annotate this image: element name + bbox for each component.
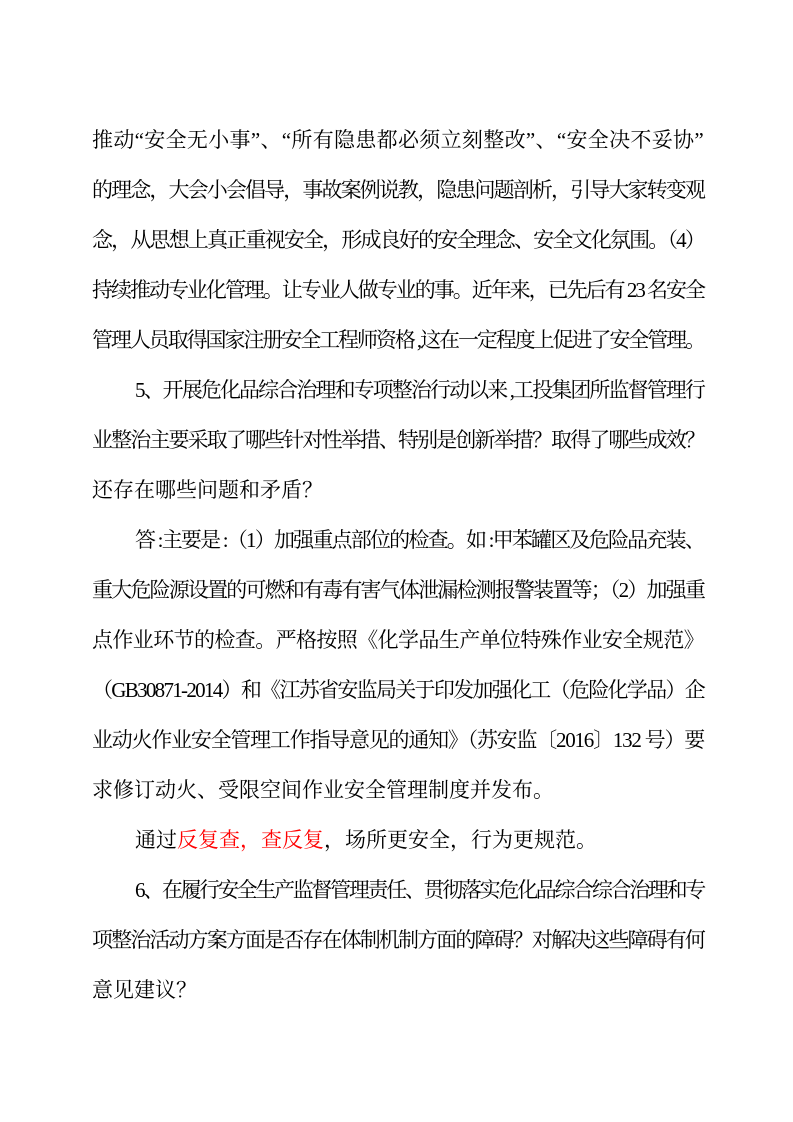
text-line <box>92 665 704 715</box>
text-segment: 的理念，大会小会倡导，事故案例说教，隐患问题剖析，引导大家转变观 <box>92 178 704 202</box>
text-line-content <box>92 178 704 202</box>
text-segment: 推动“安全无小事”、“所有隐患都必须立刻整改”、“安全决不妥协” <box>92 128 704 152</box>
text-line <box>92 815 704 865</box>
text-line <box>92 965 704 1015</box>
text-line <box>92 515 704 565</box>
text-segment: 5、开展危化品综合治理和专项整治行动以来 ,工投集团所监督管理行 <box>135 378 704 402</box>
text-line-content <box>135 828 597 852</box>
document-body <box>92 115 704 1015</box>
text-line <box>92 215 704 265</box>
text-line-content <box>92 328 704 352</box>
text-segment: 通过 <box>135 828 177 852</box>
text-segment: 业动火作业安全管理工作指导意见的通知》（苏安监〔2016〕132 号）要 <box>92 728 704 752</box>
text-line-content <box>92 678 704 702</box>
paragraph-answer-5 <box>92 515 704 815</box>
text-line <box>92 265 704 315</box>
text-line <box>92 565 704 615</box>
text-line-content <box>92 278 704 302</box>
text-line-content <box>135 378 704 402</box>
text-line <box>92 765 704 815</box>
text-segment: ，场所更安全，行为更规范。 <box>324 828 597 852</box>
text-line <box>92 615 704 665</box>
text-line <box>92 365 704 415</box>
text-segment: （GB30871-2014）和《江苏省安监局关于印发加强化工（危险化学品）企 <box>92 678 704 702</box>
text-segment: 重大危险源设置的可燃和有毒有害气体泄漏检测报警装置等；（2）加强重 <box>92 578 704 602</box>
text-segment: 6、在履行安全生产监督管理责任、贯彻落实危化品综合综合治理和专 <box>135 878 704 902</box>
text-segment: 业整治主要采取了哪些针对性举措、特别是创新举措？取得了哪些成效？ <box>92 428 704 452</box>
paragraph-question-5 <box>92 365 704 515</box>
text-line-content <box>92 128 704 152</box>
text-line-content <box>92 578 704 602</box>
text-line-content <box>92 778 554 802</box>
text-line <box>92 915 704 965</box>
text-line-content <box>92 628 704 652</box>
text-line <box>92 865 704 915</box>
text-line <box>92 115 704 165</box>
text-segment: 点作业环节的检查。严格按照《化学品生产单位特殊作业安全规范》 <box>92 628 704 652</box>
text-line <box>92 415 704 465</box>
text-line-content <box>135 878 704 902</box>
text-line-content <box>92 478 323 502</box>
paragraph-continued-paragraph <box>92 115 704 365</box>
text-segment: 还存在哪些问题和矛盾？ <box>92 478 323 502</box>
text-line-content <box>92 978 197 1002</box>
paragraph-summary-line <box>92 815 704 865</box>
text-line-content <box>135 528 704 552</box>
text-line <box>92 715 704 765</box>
text-segment: 持续推动专业化管理。让专业人做专业的事。近年来，已先后有 23 名安全 <box>92 278 704 302</box>
text-segment: 求修订动火、受限空间作业安全管理制度并发布。 <box>92 778 554 802</box>
text-line-content <box>92 428 704 452</box>
text-segment: 项整治活动方案方面是否存在体制机制方面的障碍？对解决这些障碍有何 <box>92 928 704 952</box>
text-segment: 答 :主要是 :（1）加强重点部位的检查。如 :甲苯罐区及危险品充装、 <box>135 528 704 552</box>
text-line-content <box>92 728 704 752</box>
text-line <box>92 465 704 515</box>
text-line-content <box>92 928 704 952</box>
text-segment: 管理人员取得国家注册安全工程师资格 ,这在一定程度上促进了安全管理。 <box>92 328 704 352</box>
highlighted-text: 反复查，查反复 <box>177 828 324 852</box>
text-line <box>92 315 704 365</box>
text-line-content <box>92 228 704 252</box>
text-line <box>92 165 704 215</box>
paragraph-question-6 <box>92 865 704 1015</box>
text-segment: 念，从思想上真正重视安全，形成良好的安全理念、安全文化氛围。（4） <box>92 228 704 252</box>
text-segment: 意见建议？ <box>92 978 197 1002</box>
